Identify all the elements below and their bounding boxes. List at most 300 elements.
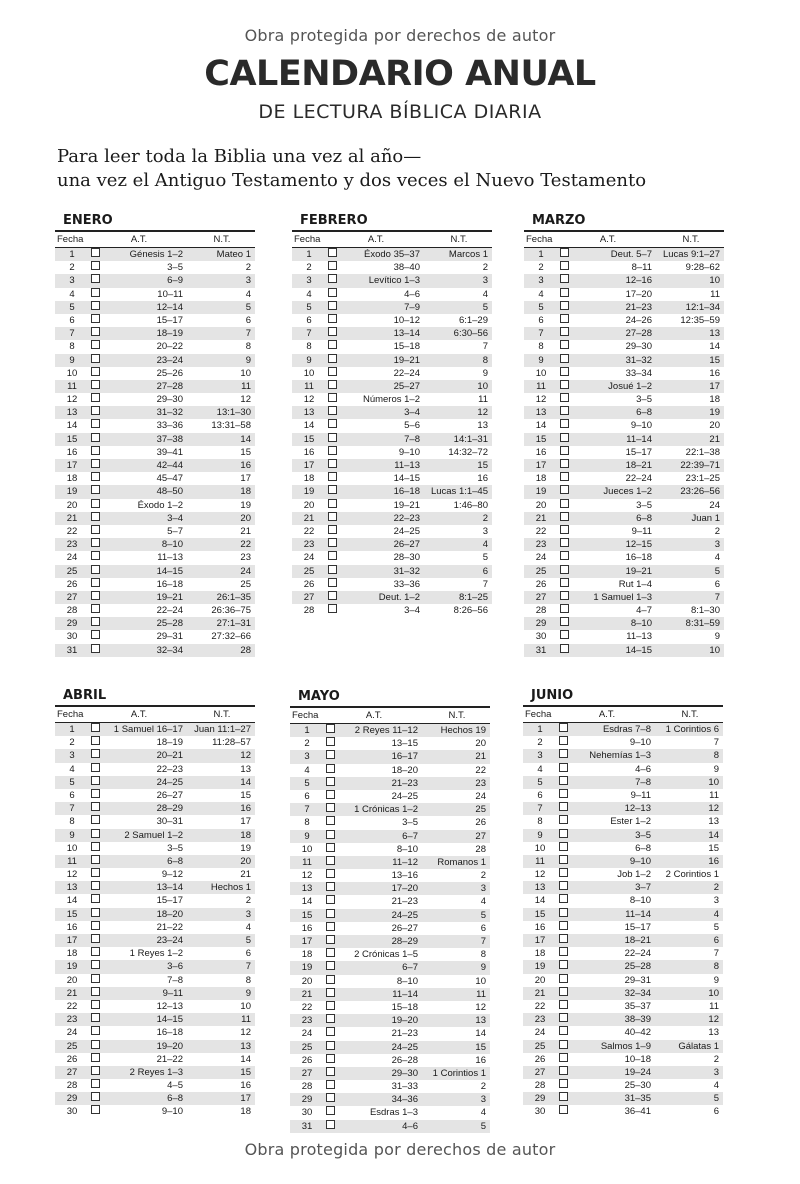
day-checkbox[interactable] (560, 446, 569, 455)
table-row (292, 367, 492, 380)
day-checkbox[interactable] (326, 948, 335, 957)
day-checkbox[interactable] (91, 354, 100, 363)
day-number: 10 (303, 367, 315, 379)
day-checkbox[interactable] (91, 314, 100, 323)
day-checkbox[interactable] (328, 380, 337, 389)
day-checkbox[interactable] (326, 1067, 335, 1076)
day-checkbox[interactable] (91, 525, 100, 534)
reading-at: 16–18 (625, 552, 652, 564)
reading-at: 24–25 (156, 776, 183, 788)
day-checkbox[interactable] (326, 816, 335, 825)
day-checkbox[interactable] (559, 1105, 568, 1114)
day-checkbox[interactable] (326, 737, 335, 746)
day-checkbox[interactable] (328, 419, 337, 428)
day-checkbox[interactable] (91, 499, 100, 508)
reading-at: 2 Crónicas 1–5 (354, 949, 418, 961)
reading-nt: 20 (240, 855, 251, 867)
day-checkbox[interactable] (328, 525, 337, 534)
table-row (55, 1079, 255, 1092)
day-checkbox[interactable] (559, 1066, 568, 1075)
day-checkbox[interactable] (559, 1053, 568, 1062)
reading-nt: 7 (245, 328, 251, 340)
day-checkbox[interactable] (560, 459, 569, 468)
day-checkbox[interactable] (560, 354, 569, 363)
day-checkbox[interactable] (559, 987, 568, 996)
reading-nt: 3 (245, 908, 251, 920)
day-checkbox[interactable] (559, 776, 568, 785)
day-checkbox[interactable] (559, 1040, 568, 1049)
reading-nt: 10 (709, 644, 720, 656)
month-rows (55, 248, 255, 657)
day-checkbox[interactable] (328, 538, 337, 547)
checkbox-cell (557, 802, 575, 815)
day-checkbox[interactable] (91, 248, 100, 257)
checkbox-cell (558, 525, 576, 538)
day-checkbox[interactable] (328, 551, 337, 560)
day-checkbox[interactable] (326, 1120, 335, 1129)
day-checkbox[interactable] (560, 340, 569, 349)
day-checkbox[interactable] (91, 288, 100, 297)
day-checkbox[interactable] (328, 459, 337, 468)
day-checkbox[interactable] (91, 749, 100, 758)
day-checkbox[interactable] (91, 1092, 100, 1101)
table-row (524, 565, 724, 578)
day-checkbox[interactable] (560, 512, 569, 521)
header-fecha: Fecha (294, 234, 321, 245)
reading-nt: 6:30–56 (453, 328, 488, 340)
day-number: 6 (538, 314, 544, 326)
day-checkbox[interactable] (326, 1093, 335, 1102)
day-checkbox[interactable] (326, 988, 335, 997)
reading-at: 24–25 (391, 790, 418, 802)
table-row (55, 749, 255, 762)
day-checkbox[interactable] (326, 856, 335, 865)
day-checkbox[interactable] (91, 974, 100, 983)
day-checkbox[interactable] (328, 274, 337, 283)
day-checkbox[interactable] (326, 975, 335, 984)
day-checkbox[interactable] (91, 301, 100, 310)
reading-nt: 12 (240, 750, 251, 762)
table-row (292, 525, 492, 538)
day-number: 24 (534, 1027, 546, 1039)
table-row (290, 1027, 490, 1040)
day-number: 14 (534, 895, 546, 907)
checkbox-cell (89, 499, 107, 512)
day-checkbox[interactable] (326, 777, 335, 786)
day-checkbox[interactable] (560, 591, 569, 600)
day-checkbox[interactable] (328, 261, 337, 270)
day-number: 7 (304, 804, 310, 816)
day-checkbox[interactable] (326, 1027, 335, 1036)
reading-at: Levítico 1–3 (368, 275, 420, 287)
reading-nt: 4 (482, 288, 488, 300)
day-checkbox[interactable] (91, 1053, 100, 1062)
day-checkbox[interactable] (326, 724, 335, 733)
day-checkbox[interactable] (326, 869, 335, 878)
table-row (55, 433, 255, 446)
day-checkbox[interactable] (326, 1054, 335, 1063)
day-checkbox[interactable] (560, 419, 569, 428)
reading-at: 21–23 (391, 896, 418, 908)
day-checkbox[interactable] (328, 433, 337, 442)
day-checkbox[interactable] (91, 829, 100, 838)
day-checkbox[interactable] (91, 987, 100, 996)
checkbox-cell (326, 419, 344, 432)
checkbox-cell (326, 459, 344, 472)
day-checkbox[interactable] (559, 736, 568, 745)
day-checkbox[interactable] (326, 961, 335, 970)
day-checkbox[interactable] (91, 1000, 100, 1009)
day-checkbox[interactable] (560, 261, 569, 270)
day-checkbox[interactable] (91, 881, 100, 890)
day-checkbox[interactable] (559, 947, 568, 956)
day-checkbox[interactable] (91, 1026, 100, 1035)
day-checkbox[interactable] (91, 789, 100, 798)
day-checkbox[interactable] (91, 274, 100, 283)
day-checkbox[interactable] (91, 1066, 100, 1075)
day-checkbox[interactable] (91, 630, 100, 639)
reading-nt: 11:28–57 (212, 737, 251, 749)
day-checkbox[interactable] (91, 617, 100, 626)
day-checkbox[interactable] (328, 393, 337, 402)
day-checkbox[interactable] (91, 815, 100, 824)
day-checkbox[interactable] (559, 763, 568, 772)
day-checkbox[interactable] (328, 578, 337, 587)
day-checkbox[interactable] (559, 855, 568, 864)
day-checkbox[interactable] (560, 301, 569, 310)
day-checkbox[interactable] (326, 935, 335, 944)
checkbox-cell (324, 1080, 342, 1093)
day-number: 9 (69, 829, 75, 841)
day-checkbox[interactable] (91, 604, 100, 613)
day-checkbox[interactable] (560, 472, 569, 481)
day-checkbox[interactable] (559, 789, 568, 798)
table-row (524, 538, 724, 551)
reading-at: 12–13 (624, 803, 651, 815)
day-checkbox[interactable] (91, 947, 100, 956)
table-row (55, 301, 255, 314)
reading-nt: 15 (240, 789, 251, 801)
day-checkbox[interactable] (326, 882, 335, 891)
day-checkbox[interactable] (560, 565, 569, 574)
day-checkbox[interactable] (91, 538, 100, 547)
reading-at: Job 1–2 (617, 869, 651, 881)
day-checkbox[interactable] (560, 248, 569, 257)
day-checkbox[interactable] (560, 630, 569, 639)
day-checkbox[interactable] (559, 960, 568, 969)
day-checkbox[interactable] (91, 433, 100, 442)
day-checkbox[interactable] (91, 644, 100, 653)
day-checkbox[interactable] (328, 446, 337, 455)
reading-nt: 20 (240, 512, 251, 524)
day-checkbox[interactable] (560, 380, 569, 389)
day-checkbox[interactable] (560, 538, 569, 547)
day-checkbox[interactable] (91, 723, 100, 732)
checkbox-cell (89, 433, 107, 446)
table-row (55, 538, 255, 551)
day-number: 1 (69, 724, 75, 735)
day-checkbox[interactable] (91, 1105, 100, 1114)
day-checkbox[interactable] (560, 578, 569, 587)
table-row (292, 274, 492, 287)
day-checkbox[interactable] (560, 551, 569, 560)
day-checkbox[interactable] (559, 829, 568, 838)
checkbox-cell (558, 578, 576, 591)
day-checkbox[interactable] (560, 644, 569, 653)
checkbox-cell (324, 948, 342, 961)
day-checkbox[interactable] (560, 327, 569, 336)
day-checkbox[interactable] (326, 895, 335, 904)
day-checkbox[interactable] (559, 881, 568, 890)
day-checkbox[interactable] (328, 314, 337, 323)
reading-nt: 13 (475, 1015, 486, 1027)
day-checkbox[interactable] (559, 934, 568, 943)
header-fecha: Fecha (57, 234, 84, 245)
day-checkbox[interactable] (91, 763, 100, 772)
table-row (290, 803, 490, 816)
day-checkbox[interactable] (560, 406, 569, 415)
table-row (524, 446, 724, 459)
day-checkbox[interactable] (91, 921, 100, 930)
watermark-bottom: Obra protegida por derechos de autor (244, 1140, 556, 1159)
reading-nt: Mateo 1 (216, 249, 251, 260)
reading-at: 22–24 (625, 473, 652, 485)
month-header-row (523, 705, 723, 723)
table-row (524, 578, 724, 591)
table-row (523, 723, 723, 736)
day-checkbox[interactable] (91, 327, 100, 336)
day-checkbox[interactable] (91, 446, 100, 455)
checkbox-cell (89, 565, 107, 578)
day-checkbox[interactable] (328, 472, 337, 481)
checkbox-cell (557, 842, 575, 855)
day-checkbox[interactable] (560, 604, 569, 613)
day-number: 17 (534, 935, 546, 946)
day-checkbox[interactable] (328, 591, 337, 600)
day-checkbox[interactable] (328, 288, 337, 297)
day-checkbox[interactable] (328, 367, 337, 376)
month-febrero (292, 212, 492, 617)
day-checkbox[interactable] (559, 1026, 568, 1035)
day-number: 1 (304, 725, 310, 736)
reading-at: 19–20 (391, 1015, 418, 1027)
day-checkbox[interactable] (326, 1014, 335, 1023)
checkbox-cell (557, 1079, 575, 1092)
day-checkbox[interactable] (560, 525, 569, 534)
table-row (523, 1092, 723, 1105)
day-checkbox[interactable] (328, 565, 337, 574)
checkbox-cell (89, 1066, 107, 1079)
day-checkbox[interactable] (91, 802, 100, 811)
day-checkbox[interactable] (559, 868, 568, 877)
day-checkbox[interactable] (326, 803, 335, 812)
day-checkbox[interactable] (91, 776, 100, 785)
day-number: 16 (301, 922, 313, 934)
reading-nt: 3 (714, 539, 720, 551)
reading-at: 11–13 (626, 631, 652, 643)
day-number: 6 (304, 790, 310, 802)
checkbox-cell (89, 763, 107, 776)
day-checkbox[interactable] (559, 802, 568, 811)
reading-at: 22–24 (156, 605, 183, 617)
reading-nt: 17 (240, 1093, 251, 1105)
day-checkbox[interactable] (326, 1001, 335, 1010)
day-checkbox[interactable] (326, 830, 335, 839)
day-checkbox[interactable] (328, 248, 337, 257)
reading-nt: 17 (240, 816, 251, 828)
day-checkbox[interactable] (328, 327, 337, 336)
reading-nt: 12 (708, 1014, 719, 1026)
day-checkbox[interactable] (559, 921, 568, 930)
day-checkbox[interactable] (91, 842, 100, 851)
table-row (290, 1067, 490, 1080)
day-checkbox[interactable] (560, 433, 569, 442)
day-checkbox[interactable] (91, 340, 100, 349)
reading-at: 7–8 (167, 974, 183, 986)
checkbox-cell (557, 1066, 575, 1079)
day-checkbox[interactable] (559, 908, 568, 917)
reading-at: 19–24 (624, 1066, 651, 1078)
reading-at: 39–41 (156, 446, 183, 458)
day-checkbox[interactable] (328, 499, 337, 508)
day-checkbox[interactable] (328, 354, 337, 363)
day-checkbox[interactable] (91, 485, 100, 494)
day-checkbox[interactable] (91, 261, 100, 270)
table-row (55, 419, 255, 432)
day-checkbox[interactable] (91, 855, 100, 864)
day-checkbox[interactable] (91, 393, 100, 402)
day-checkbox[interactable] (326, 764, 335, 773)
table-row (290, 975, 490, 988)
day-checkbox[interactable] (328, 301, 337, 310)
reading-at: 25–28 (156, 618, 183, 630)
day-checkbox[interactable] (328, 485, 337, 494)
reading-nt: 14:1–31 (453, 433, 488, 445)
table-row (523, 987, 723, 1000)
reading-at: Deut. 1–2 (378, 591, 420, 603)
day-checkbox[interactable] (559, 974, 568, 983)
reading-at: 8–10 (629, 895, 651, 907)
day-checkbox[interactable] (91, 472, 100, 481)
header-fecha: Fecha (526, 234, 553, 245)
day-checkbox[interactable] (91, 565, 100, 574)
day-number: 22 (534, 1000, 546, 1012)
day-checkbox[interactable] (328, 512, 337, 521)
day-checkbox[interactable] (559, 842, 568, 851)
day-checkbox[interactable] (91, 960, 100, 969)
checkbox-cell (558, 340, 576, 353)
day-checkbox[interactable] (91, 1079, 100, 1088)
day-checkbox[interactable] (91, 934, 100, 943)
day-checkbox[interactable] (560, 274, 569, 283)
day-checkbox[interactable] (559, 1013, 568, 1022)
day-checkbox[interactable] (328, 340, 337, 349)
reading-nt: 18 (240, 829, 251, 841)
day-checkbox[interactable] (560, 617, 569, 626)
day-checkbox[interactable] (91, 551, 100, 560)
day-number: 10 (535, 367, 547, 379)
day-checkbox[interactable] (91, 367, 100, 376)
reading-nt: Romanos 1 (437, 856, 486, 868)
day-checkbox[interactable] (91, 868, 100, 877)
day-checkbox[interactable] (91, 908, 100, 917)
table-row (292, 288, 492, 301)
reading-at: 6–8 (167, 1093, 183, 1105)
day-checkbox[interactable] (559, 1000, 568, 1009)
day-checkbox[interactable] (560, 314, 569, 323)
checkbox-cell (89, 829, 107, 842)
day-checkbox[interactable] (91, 591, 100, 600)
day-number: 16 (66, 446, 78, 458)
day-checkbox[interactable] (560, 393, 569, 402)
table-row (523, 934, 723, 947)
day-checkbox[interactable] (326, 922, 335, 931)
day-number: 29 (535, 618, 547, 630)
checkbox-cell (558, 367, 576, 380)
day-checkbox[interactable] (326, 1041, 335, 1050)
day-checkbox[interactable] (560, 288, 569, 297)
reading-nt: 5 (713, 1093, 719, 1105)
table-row (524, 472, 724, 485)
day-checkbox[interactable] (91, 1040, 100, 1049)
table-row (523, 921, 723, 934)
day-checkbox[interactable] (559, 815, 568, 824)
reading-at: 26–27 (393, 539, 420, 551)
watermark-top: Obra protegida por derechos de autor (244, 26, 556, 45)
day-checkbox[interactable] (560, 367, 569, 376)
reading-at: Ester 1–2 (610, 816, 651, 828)
reading-nt: Juan 11:1–27 (194, 724, 251, 735)
checkbox-cell (326, 380, 344, 393)
day-checkbox[interactable] (559, 1092, 568, 1101)
day-checkbox[interactable] (91, 736, 100, 745)
reading-nt: 16 (240, 1080, 251, 1092)
day-checkbox[interactable] (328, 406, 337, 415)
day-checkbox[interactable] (559, 894, 568, 903)
day-checkbox[interactable] (91, 459, 100, 468)
day-checkbox[interactable] (91, 419, 100, 428)
day-checkbox[interactable] (91, 406, 100, 415)
table-row (55, 1040, 255, 1053)
day-number: 19 (301, 962, 313, 974)
reading-nt: 5 (714, 565, 720, 577)
checkbox-cell (558, 551, 576, 564)
reading-nt: 9 (245, 987, 251, 999)
day-checkbox[interactable] (560, 499, 569, 508)
day-number: 3 (304, 751, 310, 763)
day-checkbox[interactable] (560, 485, 569, 494)
day-checkbox[interactable] (91, 578, 100, 587)
day-checkbox[interactable] (326, 843, 335, 852)
day-checkbox[interactable] (326, 790, 335, 799)
day-checkbox[interactable] (326, 909, 335, 918)
day-checkbox[interactable] (326, 1106, 335, 1115)
table-row (55, 485, 255, 498)
reading-nt: 8 (480, 949, 486, 961)
day-checkbox[interactable] (328, 604, 337, 613)
reading-at: 9–11 (630, 789, 651, 801)
checkbox-cell (558, 314, 576, 327)
day-checkbox[interactable] (91, 894, 100, 903)
day-checkbox[interactable] (326, 750, 335, 759)
day-checkbox[interactable] (559, 723, 568, 732)
day-checkbox[interactable] (91, 380, 100, 389)
day-checkbox[interactable] (326, 1080, 335, 1089)
day-checkbox[interactable] (91, 1013, 100, 1022)
day-checkbox[interactable] (91, 512, 100, 521)
day-checkbox[interactable] (559, 1079, 568, 1088)
day-checkbox[interactable] (559, 749, 568, 758)
